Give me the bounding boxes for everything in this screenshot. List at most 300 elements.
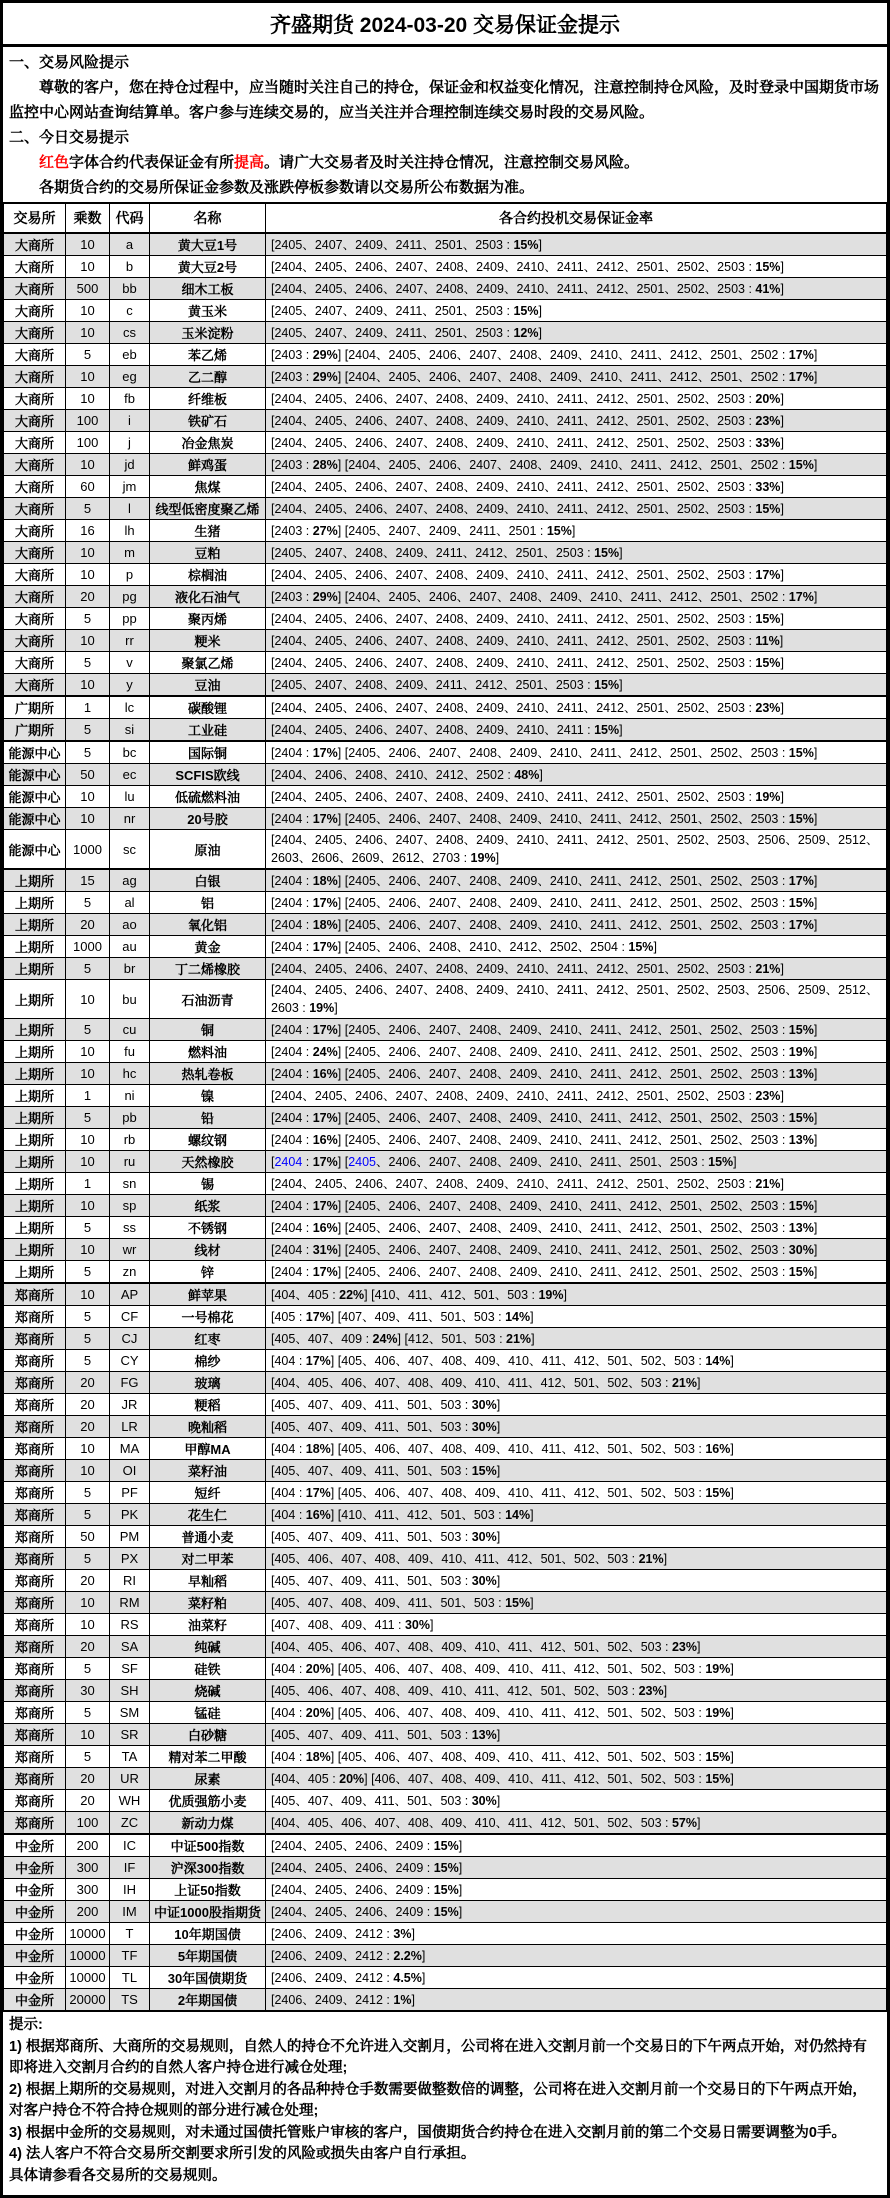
margin-rate: 15% <box>594 677 620 692</box>
code-cell: SH <box>110 1680 150 1702</box>
contract-month: 405 <box>274 1309 296 1324</box>
contract-month: 2406 <box>388 873 417 888</box>
name-cell: 5年期国债 <box>150 1945 266 1967</box>
contract-month: 412 <box>507 1683 529 1698</box>
multiplier-cell: 10 <box>66 1151 110 1173</box>
contract-month: 410 <box>508 1485 529 1500</box>
name-cell: 红枣 <box>150 1328 266 1350</box>
exchange-cell: 大商所 <box>4 366 66 388</box>
margin-rates-cell: [2404 : 18%] [2405、2406、2407、2408、2409、2410、2411、2412、2501、2502、2503 : 17%] <box>266 869 887 892</box>
contract-month: 412 <box>408 1331 429 1346</box>
contract-month: 2411 <box>556 567 584 582</box>
margin-rate: 15% <box>433 1882 459 1897</box>
margin-rate: 17% <box>312 745 338 760</box>
contract-month: 501 <box>407 1419 428 1434</box>
code-cell: PX <box>110 1548 150 1570</box>
margin-rate: 15% <box>433 1860 459 1875</box>
contract-month: 2407 <box>395 611 424 626</box>
contract-month: 406 <box>374 1749 396 1764</box>
contract-month: 408 <box>441 1353 463 1368</box>
contract-month: 2408 <box>509 589 538 604</box>
contract-month: 2502 <box>710 1044 739 1059</box>
multiplier-cell: 200 <box>66 1901 110 1923</box>
contract-month: 2412 <box>629 811 658 826</box>
contract-month: 2603 <box>271 851 299 865</box>
contract-month: 2411 <box>590 895 618 910</box>
contract-month: 410 <box>508 1771 529 1786</box>
contract-month: 2412 <box>596 655 624 670</box>
contract-month: 2408 <box>435 501 464 516</box>
multiplier-cell: 10 <box>66 630 110 652</box>
contract-month: 2503 <box>750 1220 779 1235</box>
table-row <box>4 410 887 432</box>
contract-month: 2411 <box>395 237 423 252</box>
code-cell: eb <box>110 344 150 366</box>
contract-month: 2501 <box>636 479 665 494</box>
exchange-cell: 郑商所 <box>4 1702 66 1724</box>
contract-month: 2410 <box>549 1242 578 1257</box>
contract-month: 409 <box>407 1683 429 1698</box>
contract-month: 2406 <box>428 369 457 384</box>
contract-month: 2409 <box>476 281 504 296</box>
margin-rate: 1% <box>393 1992 412 2007</box>
exchange-cell: 上期所 <box>4 980 66 1019</box>
contract-month: 410 <box>508 1661 529 1676</box>
contract-month: 2501 <box>636 391 665 406</box>
contract-month: 409 <box>374 1309 396 1324</box>
multiplier-cell: 5 <box>66 1019 110 1041</box>
contract-month: 2411 <box>556 259 584 274</box>
contract-month: 2501 <box>636 501 665 516</box>
contract-month: 2409 <box>549 347 578 362</box>
contract-month: 2412 <box>629 917 658 932</box>
multiplier-cell: 20 <box>66 1636 110 1658</box>
name-cell: 棉纱 <box>150 1350 266 1372</box>
contract-month: 2405 <box>314 833 343 847</box>
margin-rates-cell: [2404 : 17%] [2405、2406、2407、2408、2409、2410、2411、2501、2503 : 15%] <box>266 1151 887 1173</box>
contract-month: 2502 <box>676 435 705 450</box>
table-row <box>4 608 887 630</box>
multiplier-cell: 20000 <box>66 1989 110 2012</box>
contract-month: 2409 <box>428 523 457 538</box>
margin-rate: 23% <box>671 1639 697 1654</box>
code-cell: SR <box>110 1724 150 1746</box>
col-header-code: 代码 <box>110 203 150 233</box>
footer-note: 2) 根据上期所的交易规则，对进入交割月的各品种持仓手数需要做整数倍的调整，公司将在进入交割月前一个交易日的下午两点开始，对客户持仓不符合持仓规则的部分进行减仓处理; <box>9 2081 867 2119</box>
code-cell: v <box>110 652 150 674</box>
contract-month: 2501 <box>636 983 665 997</box>
contract-month: 408 <box>341 1595 363 1610</box>
table-row <box>4 914 887 936</box>
contract-month: 2405 <box>348 1220 377 1235</box>
contract-month: 2503 <box>717 567 745 582</box>
contract-month: 2412 <box>596 611 624 626</box>
multiplier-cell: 1000 <box>66 936 110 958</box>
name-cell: 锌 <box>150 1261 266 1284</box>
contract-month: 2403 <box>274 347 303 362</box>
name-cell: 白银 <box>150 869 266 892</box>
margin-rate: 14% <box>705 1353 731 1368</box>
contract-month: 503 <box>607 1551 629 1566</box>
contract-month: 408 <box>307 1617 329 1632</box>
intro-section <box>3 47 887 202</box>
contract-month: 2407 <box>428 1264 457 1279</box>
multiplier-cell: 10 <box>66 322 110 344</box>
margin-rate: 11% <box>755 633 780 648</box>
margin-rates-cell: [405、407、409、411、501、503 : 30%] <box>266 1526 887 1548</box>
contract-month: 2412 <box>596 1176 624 1191</box>
contract-month: 2503 <box>750 1044 779 1059</box>
margin-rates-cell: [2404 : 17%] [2405、2406、2407、2408、2409、2410、2411、2412、2501、2502、2503 : 15%] <box>266 1261 887 1284</box>
contract-month: 405 <box>341 1749 363 1764</box>
code-cell: TS <box>110 1989 150 2012</box>
exchange-cell: 大商所 <box>4 278 66 300</box>
exchange-cell: 中金所 <box>4 1834 66 1857</box>
multiplier-cell: 10 <box>66 808 110 830</box>
contract-month: 411 <box>374 1573 395 1588</box>
margin-rate: 15% <box>708 1154 734 1169</box>
contract-month: 2406 <box>388 811 417 826</box>
margin-rate: 20% <box>305 1661 331 1676</box>
contract-month: 2406 <box>388 1132 417 1147</box>
margin-rate: 16% <box>312 1220 338 1235</box>
contract-month: 503 <box>440 1529 462 1544</box>
contract-month: 2409 <box>509 1044 538 1059</box>
contract-month: 404 <box>274 1485 296 1500</box>
margin-rate: 21% <box>755 961 781 976</box>
margin-rate: 29% <box>312 347 338 362</box>
contract-month: 410 <box>508 1749 529 1764</box>
margin-rates-cell: [404 : 20%] [405、406、407、408、409、410、411、412、501、502、503 : 19%] <box>266 1658 887 1680</box>
contract-month: 2501 <box>636 655 665 670</box>
margin-rates-cell: [2406、2409、2412 : 2.2%] <box>266 1945 887 1967</box>
margin-rate: 30% <box>404 1617 430 1632</box>
margin-rate: 15% <box>788 1022 814 1037</box>
contract-month: 503 <box>640 1639 662 1654</box>
contract-month: 2411 <box>435 677 463 692</box>
code-cell: pg <box>110 586 150 608</box>
name-cell: 铜 <box>150 1019 266 1041</box>
contract-month: 501 <box>573 1375 595 1390</box>
contract-month: 2405 <box>348 811 377 826</box>
margin-rate: 23% <box>755 413 781 428</box>
contract-month: 2411 <box>556 722 584 737</box>
margin-rates-cell: [2404、2405、2406、2407、2408、2409、2410、2411、2412、2501、2502、2503 : 23%] <box>266 696 887 719</box>
table-row <box>4 432 887 454</box>
name-cell: 10年期国债 <box>150 1923 266 1945</box>
footer-closing: 具体请参看各交易所的交易规则。 <box>9 2167 227 2184</box>
name-cell: 中证1000股指期货 <box>150 1901 266 1923</box>
contract-month: 2404 <box>348 347 377 362</box>
contract-month: 2412 <box>596 281 624 296</box>
margin-rates-cell: [407、408、409、411 : 30%] <box>266 1614 887 1636</box>
table-row <box>4 366 887 388</box>
contract-month: 2412 <box>596 833 624 847</box>
margin-rates-cell: [2405、2407、2409、2411、2501、2503 : 15%] <box>266 233 887 256</box>
margin-rates-cell: [2404 : 16%] [2405、2406、2407、2408、2409、2410、2411、2412、2501、2502、2503 : 13%] <box>266 1129 887 1151</box>
contract-month: 2405 <box>348 745 377 760</box>
code-cell: ZC <box>110 1812 150 1835</box>
margin-rates-cell: [404、405 : 22%] [410、411、412、501、503 : 19%] <box>266 1283 887 1306</box>
contract-month: 2501 <box>669 895 698 910</box>
code-cell: TA <box>110 1746 150 1768</box>
contract-month: 503 <box>473 1507 495 1522</box>
table-row <box>4 1239 887 1261</box>
contract-month: 2503 <box>750 1132 779 1147</box>
exchange-cell: 郑商所 <box>4 1614 66 1636</box>
contract-month: 2502 <box>750 369 779 384</box>
table-row <box>4 1416 887 1438</box>
contract-month: 2606 <box>311 851 340 865</box>
contract-month: 2411 <box>590 1264 618 1279</box>
contract-month: 2501 <box>710 589 739 604</box>
contract-month: 502 <box>607 1375 629 1390</box>
multiplier-cell: 100 <box>66 432 110 454</box>
contract-month: 2412 <box>355 1970 383 1985</box>
contract-month: 2407 <box>469 369 497 384</box>
margin-rate: 57% <box>671 1815 697 1830</box>
code-cell: TF <box>110 1945 150 1967</box>
contract-month: 411 <box>408 1287 428 1302</box>
contract-month: 407 <box>307 1463 329 1478</box>
contract-month: 2406 <box>388 1264 417 1279</box>
contract-month: 2501 <box>636 567 665 582</box>
contract-month: 408 <box>441 1441 463 1456</box>
margin-rates-cell: [405、407、409、411、501、503 : 30%] <box>266 1416 887 1438</box>
contract-month: 2501 <box>636 281 665 296</box>
table-row <box>4 980 887 1019</box>
contract-month: 2412 <box>596 259 624 274</box>
table-row <box>4 542 887 564</box>
contract-month: 2411 <box>590 1198 618 1213</box>
margin-rate: 15% <box>594 545 620 560</box>
contract-month: 2411 <box>556 1176 584 1191</box>
margin-rate: 17% <box>755 567 781 582</box>
contract-month: 408 <box>441 1749 463 1764</box>
exchange-cell: 大商所 <box>4 564 66 586</box>
table-row <box>4 892 887 914</box>
multiplier-cell: 10 <box>66 542 110 564</box>
contract-month: 2406 <box>355 1860 383 1875</box>
contract-month: 2408 <box>435 633 464 648</box>
contract-month: 2408 <box>355 767 383 782</box>
contract-month: 2408 <box>435 655 464 670</box>
code-cell: al <box>110 892 150 914</box>
code-cell: OI <box>110 1460 150 1482</box>
exchange-cell: 广期所 <box>4 696 66 719</box>
contract-month: 2412 <box>669 457 698 472</box>
name-cell: 一号棉花 <box>150 1306 266 1328</box>
contract-month: 501 <box>407 1727 428 1742</box>
margin-rates-cell: [2404、2405、2406、2407、2408、2409、2410、2411、2412、2501、2502、2503 : 15%] <box>266 608 887 630</box>
contract-month: 2409 <box>314 1948 343 1963</box>
margin-rate: 19% <box>788 1044 814 1059</box>
contract-month: 2501 <box>669 811 698 826</box>
code-cell: ag <box>110 869 150 892</box>
contract-month: 2406 <box>355 413 383 428</box>
margin-rate: 15% <box>594 722 620 737</box>
contract-month: 2407 <box>314 325 343 340</box>
exchange-cell: 郑商所 <box>4 1504 66 1526</box>
contract-month: 502 <box>640 1661 662 1676</box>
contract-month: 405 <box>274 1397 296 1412</box>
margin-rate: 15% <box>788 1264 814 1279</box>
multiplier-cell: 5 <box>66 741 110 764</box>
contract-month: 2409 <box>476 700 504 715</box>
margin-rates-cell: [405、407、409、411、501、503 : 15%] <box>266 1460 887 1482</box>
contract-month: 2501 <box>710 347 739 362</box>
code-cell: RS <box>110 1614 150 1636</box>
margin-rates-cell: [2404 : 17%] [2405、2406、2407、2408、2409、2410、2411、2412、2501、2502、2503 : 15%] <box>266 808 887 830</box>
contract-month: 2410 <box>395 767 424 782</box>
contract-month: 411 <box>408 1309 428 1324</box>
contract-month: 2408 <box>428 939 457 954</box>
contract-month: 2405 <box>314 1088 343 1103</box>
margin-rates-cell: [2403 : 29%] [2404、2405、2406、2407、2408、2409、2410、2411、2412、2501、2502 : 17%] <box>266 586 887 608</box>
table-row <box>4 1063 887 1085</box>
margin-rates-cell: [404、405、406、407、408、409、410、411、412、501、502、503 : 57%] <box>266 1812 887 1835</box>
today-line-mid: 字体合约代表保证金有所 <box>69 154 235 171</box>
col-header-name: 名称 <box>150 203 266 233</box>
contract-month: 412 <box>440 1287 462 1302</box>
contract-month: 2412 <box>596 501 624 516</box>
contract-month: 410 <box>508 1705 529 1720</box>
contract-month: 2502 <box>710 1110 739 1125</box>
name-cell: 鲜鸡蛋 <box>150 454 266 476</box>
margin-rates-cell: [2404 : 17%] [2405、2406、2407、2408、2409、2410、2411、2412、2501、2502、2503 : 15%] <box>266 1107 887 1129</box>
contract-month: 2503 <box>555 677 584 692</box>
exchange-cell: 上期所 <box>4 1063 66 1085</box>
multiplier-cell: 100 <box>66 1812 110 1835</box>
margin-rate: 30% <box>471 1793 497 1808</box>
margin-rates-cell: [2404 : 16%] [2405、2406、2407、2408、2409、2410、2411、2412、2501、2502、2503 : 13%] <box>266 1217 887 1239</box>
contract-month: 409 <box>341 1331 363 1346</box>
red-word-hongse: 红色 <box>39 154 70 171</box>
name-cell: 石油沥青 <box>150 980 266 1019</box>
code-cell: sn <box>110 1173 150 1195</box>
contract-month: 2406 <box>388 1044 417 1059</box>
contract-month: 2412 <box>629 1110 658 1125</box>
contract-month: 2503 <box>750 1242 779 1257</box>
margin-rate: 18% <box>312 873 338 888</box>
contract-month: 2502 <box>676 655 705 670</box>
table-row <box>4 674 887 697</box>
multiplier-cell: 10 <box>66 1063 110 1085</box>
table-row <box>4 498 887 520</box>
contract-month: 2409 <box>395 1838 424 1853</box>
margin-rate: 48% <box>514 767 540 782</box>
contract-month: 407 <box>307 1397 329 1412</box>
contract-month: 2409 <box>509 1132 538 1147</box>
margin-rate: 33% <box>755 479 781 494</box>
table-row <box>4 1658 887 1680</box>
margin-rate: 17% <box>312 895 338 910</box>
contract-month: 2502 <box>710 1198 739 1213</box>
margin-rate: 16% <box>312 1066 338 1081</box>
contract-month: 2405 <box>274 545 303 560</box>
code-cell: ru <box>110 1151 150 1173</box>
contract-month: 2403 <box>274 369 303 384</box>
contract-month: 2409 <box>509 1264 538 1279</box>
contract-month: 2503 <box>717 700 745 715</box>
margin-rates-cell: [405、406、407、408、409、410、411、412、501、502、503 : 23%] <box>266 1680 887 1702</box>
contract-month: 2407 <box>395 435 424 450</box>
contract-month: 409 <box>341 1573 363 1588</box>
contract-month: 405 <box>307 1815 329 1830</box>
table-row <box>4 786 887 808</box>
contract-month: 2408 <box>469 873 497 888</box>
contract-month: 2408 <box>469 1132 497 1147</box>
margin-rate: 18% <box>305 1749 331 1764</box>
contract-month: 404 <box>274 1639 296 1654</box>
exchange-cell: 上期所 <box>4 892 66 914</box>
code-cell: ec <box>110 764 150 786</box>
multiplier-cell: 10 <box>66 1460 110 1482</box>
contract-month: 2404 <box>274 413 303 428</box>
contract-month: 2407 <box>428 1154 457 1169</box>
multiplier-cell: 10000 <box>66 1945 110 1967</box>
contract-month: 2409 <box>509 873 538 888</box>
margin-rates-cell: [2405、2407、2409、2411、2501、2503 : 15%] <box>266 300 887 322</box>
margin-rate: 21% <box>506 1331 532 1346</box>
contract-month: 405 <box>307 1771 329 1786</box>
contract-month: 2407 <box>314 545 343 560</box>
contract-month: 503 <box>674 1441 695 1456</box>
name-cell: 中证500指数 <box>150 1834 266 1857</box>
margin-rate: 15% <box>788 1198 814 1213</box>
contract-month: 2411 <box>556 789 584 804</box>
code-cell: fu <box>110 1041 150 1063</box>
contract-month: 406 <box>374 1661 396 1676</box>
contract-month: 2409 <box>509 811 538 826</box>
table-row <box>4 586 887 608</box>
contract-month: 407 <box>307 1793 329 1808</box>
margin-rates-cell: [2404、2405、2406、2407、2408、2409、2410、2411、2412、2501、2502、2503、2506、2509、2512、2603、2606、2609、2612、2703 : 19%] <box>266 830 887 870</box>
table-row <box>4 278 887 300</box>
contract-month: 409 <box>341 1463 363 1478</box>
code-cell: ss <box>110 1217 150 1239</box>
name-cell: 棕榈油 <box>150 564 266 586</box>
contract-month: 2408 <box>435 722 464 737</box>
contract-month: 2503 <box>717 983 745 997</box>
contract-month: 2406 <box>355 1838 383 1853</box>
margin-rate: 15% <box>705 1749 731 1764</box>
contract-month: 2603 <box>271 1001 299 1015</box>
contract-month: 2502 <box>676 611 705 626</box>
contract-month: 406 <box>307 1551 329 1566</box>
contract-month: 2410 <box>516 435 545 450</box>
contract-month: 2404 <box>348 589 377 604</box>
contract-month: 2404 <box>274 501 303 516</box>
contract-month: 503 <box>440 1463 462 1478</box>
contract-month: 2409 <box>509 745 538 760</box>
contract-month: 2406 <box>388 917 417 932</box>
contract-month: 2406 <box>355 1904 383 1919</box>
contract-month: 408 <box>441 1771 463 1786</box>
contract-month: 411 <box>541 1749 562 1764</box>
contract-month: 2403 <box>274 523 303 538</box>
contract-month: 2405 <box>348 1110 377 1125</box>
contract-month: 411 <box>374 1793 395 1808</box>
margin-rate: 19% <box>705 1705 731 1720</box>
contract-month: 2408 <box>469 1044 497 1059</box>
contract-month: 408 <box>441 1661 463 1676</box>
contract-month: 2411 <box>556 611 584 626</box>
exchange-cell: 大商所 <box>4 233 66 256</box>
margin-rates-cell: [2405、2407、2408、2409、2411、2412、2501、2503 : 15%] <box>266 542 887 564</box>
contract-month: 2406 <box>388 1198 417 1213</box>
contract-month: 411 <box>374 1463 395 1478</box>
